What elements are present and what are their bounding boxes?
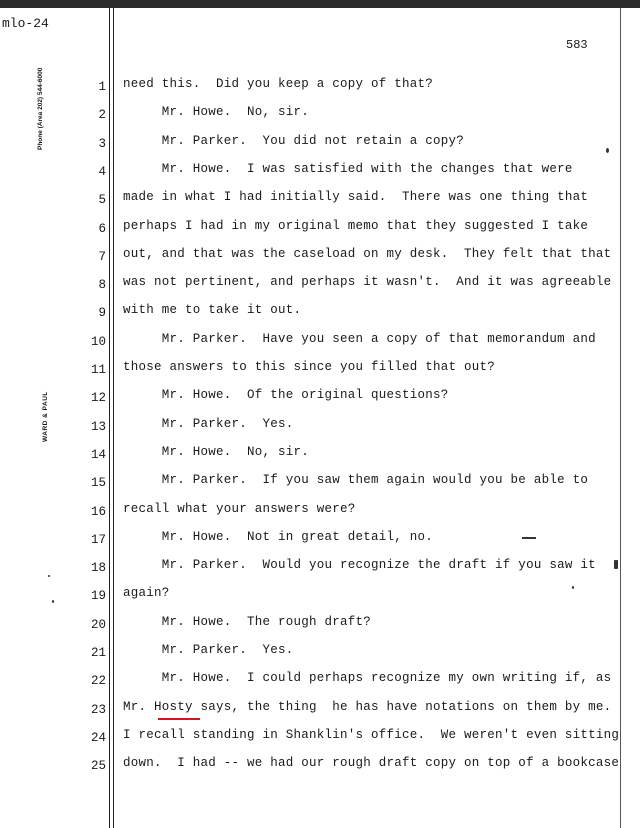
line-number: 16 xyxy=(90,504,106,519)
transcript-line: was not pertinent, and perhaps it wasn't. And it was agreeable xyxy=(123,275,612,290)
transcript-line: recall what your answers were? xyxy=(123,501,356,516)
transcript-line: Mr. Parker. If you saw them again would you be able to xyxy=(123,473,589,488)
line-number: 10 xyxy=(90,334,106,349)
line-number: 24 xyxy=(90,730,106,745)
left-margin-rule xyxy=(109,8,110,828)
line-number: 20 xyxy=(90,617,106,632)
line-number: 4 xyxy=(98,164,106,179)
transcript-line: Mr. Howe. The rough draft? xyxy=(123,614,372,629)
transcript-line: made in what I had initially said. There was one thing that xyxy=(123,190,589,205)
line-number: 21 xyxy=(90,646,106,660)
line-number: 23 xyxy=(90,702,106,717)
transcript-line: Mr. Howe. I could perhaps recognize my own writing if, as xyxy=(123,671,612,686)
transcript-line: with me to take it out. xyxy=(123,303,302,318)
firm-name-side-label: WARD & PAUL xyxy=(42,391,49,442)
left-margin-rule-inner xyxy=(113,8,114,828)
line-number: 15 xyxy=(90,476,106,491)
scan-speck xyxy=(572,586,574,589)
line-number: 17 xyxy=(90,532,106,547)
transcript-line: Mr. Parker. Yes. xyxy=(123,643,294,657)
transcript-line: need this. Did you keep a copy of that? xyxy=(123,77,434,91)
line-number: 5 xyxy=(98,193,106,208)
line-number: 14 xyxy=(90,447,106,462)
scan-speck xyxy=(606,148,609,153)
transcript-line: Mr. Parker. Yes. xyxy=(123,416,294,431)
line-number: 13 xyxy=(90,419,106,434)
line-number: 8 xyxy=(98,278,106,293)
transcript-line: Mr. Howe. I was satisfied with the changes that were xyxy=(123,161,573,176)
transcript-line: Mr. Parker. You did not retain a copy? xyxy=(123,133,465,148)
line-number: 22 xyxy=(90,674,106,689)
page-number: 583 xyxy=(566,38,588,52)
transcript-line: down. I had -- we had our rough draft copy on top of a bookcase xyxy=(123,756,620,771)
line-number: 9 xyxy=(98,306,106,321)
transcript-line: those answers to this since you filled that out? xyxy=(123,360,496,374)
scan-speck xyxy=(614,560,618,569)
line-number: 3 xyxy=(98,136,106,151)
transcript-line: perhaps I had in my original memo that they suggested I take xyxy=(123,218,589,233)
right-margin-rule xyxy=(620,8,621,828)
transcript-line: Mr. Parker. Would you recognize the draft if you saw it xyxy=(123,558,596,573)
line-number: 18 xyxy=(90,561,106,576)
line-number: 7 xyxy=(98,249,106,264)
line-number: 25 xyxy=(90,759,106,774)
document-id: mlo-24 xyxy=(2,16,49,31)
scan-speck xyxy=(48,575,50,577)
line-number: 19 xyxy=(90,589,106,604)
scan-speck xyxy=(522,537,536,539)
transcript-line: Mr. Howe. Of the original questions? xyxy=(123,388,449,403)
hosty-underline-mark xyxy=(158,718,200,720)
line-number: 6 xyxy=(98,221,106,236)
transcript-line: Mr. Parker. Have you seen a copy of that memorandum and xyxy=(123,331,596,346)
scan-top-border xyxy=(0,0,640,8)
line-number: 1 xyxy=(98,80,106,94)
transcript-line: again? xyxy=(123,586,170,601)
firm-phone-side-label: Phone (Area 202) 544-6000 xyxy=(37,67,44,150)
line-number: 2 xyxy=(98,108,106,123)
line-number: 12 xyxy=(90,391,106,406)
line-number: 11 xyxy=(90,363,106,377)
scan-speck xyxy=(52,600,54,603)
transcript-line: Mr. Howe. No, sir. xyxy=(123,444,310,459)
transcript-line: Mr. Howe. Not in great detail, no. xyxy=(123,529,434,544)
transcript-line: out, and that was the caseload on my desk. They felt that that xyxy=(123,246,612,261)
transcript-line: Mr. Howe. No, sir. xyxy=(123,105,310,120)
transcript-line: Mr. Hosty says, the thing he has have notations on them by me. xyxy=(123,699,612,714)
transcript-line: I recall standing in Shanklin's office. We weren't even sitting xyxy=(123,727,620,742)
